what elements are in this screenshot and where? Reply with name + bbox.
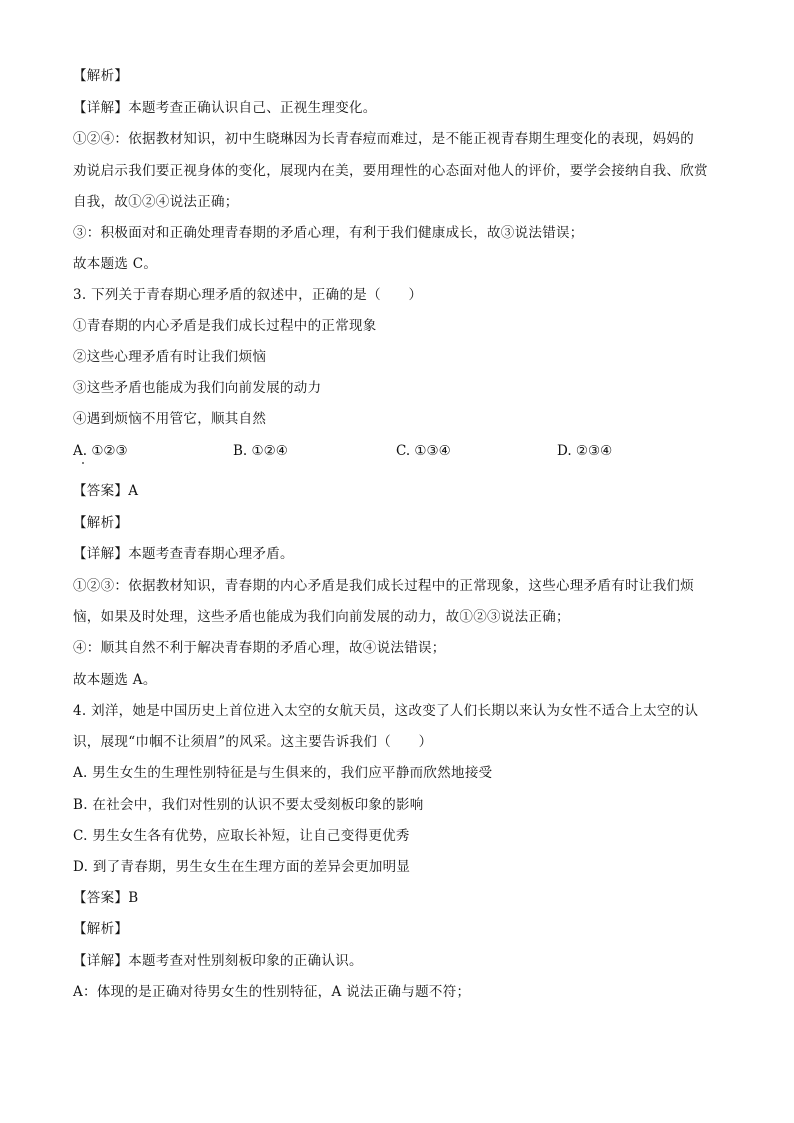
text-line: 【解析】: [73, 68, 129, 84]
question-3-option-c: C. ①③④: [396, 443, 451, 459]
question-4-option-a: A. 男生女生的生理性别特征是与生俱来的，我们应平静而欣然地接受: [73, 765, 493, 781]
text-line: 【详解】本题考查正确认识自己、正视生理变化。: [73, 100, 377, 116]
question-4-stem: 4. 刘洋，她是中国历史上首位进入太空的女航天员，这改变了人们长期以来认为女性不适合上太空的认: [73, 703, 699, 719]
question-3-option-a: A. ①②③: [73, 443, 128, 459]
text-line: A：体现的是正确对待男女生的性别特征，A 说法正确与题不符；: [73, 984, 471, 1000]
text-line: ②这些心理矛盾有时让我们烦恼: [73, 349, 267, 365]
speck-mark: [82, 462, 84, 464]
question-4-option-b: B. 在社会中，我们对性别的认识不要太受刻板印象的影响: [73, 797, 424, 813]
question-3-option-d: D. ②③④: [557, 443, 613, 459]
text-line: ①②③：依据教材知识，青春期的内心矛盾是我们成长过程中的正常现象，这些心理矛盾有时让我们烦: [73, 578, 694, 594]
text-line: ④遇到烦恼不用管它，顺其自然: [73, 411, 267, 427]
text-line: 故本题选 C。: [73, 256, 158, 272]
question-3-stem: 3. 下列关于青春期心理矛盾的叙述中，正确的是（ ）: [73, 287, 423, 303]
question-4-option-c: C. 男生女生各有优势，应取长补短，让自己变得更优秀: [73, 828, 410, 844]
answer-label: 【答案】B: [73, 890, 139, 906]
text-line: 【详解】本题考查青春期心理矛盾。: [73, 546, 294, 562]
text-line: 【解析】: [73, 515, 129, 531]
text-line: ①②④：依据教材知识，初中生晓琳因为长青春痘而难过，是不能正视青春期生理变化的表现，妈妈的: [73, 131, 694, 147]
text-line: ③这些矛盾也能成为我们向前发展的动力: [73, 380, 322, 396]
question-4-option-d: D. 到了青春期，男生女生在生理方面的差异会更加明显: [73, 859, 411, 875]
text-line: 自我，故①②④说法正确；: [73, 194, 239, 210]
text-line: 【详解】本题考查对性别刻板印象的正确认识。: [73, 953, 363, 969]
text-line: 【解析】: [73, 921, 129, 937]
question-3-option-b: B. ①②④: [233, 443, 288, 459]
text-line: ①青春期的内心矛盾是我们成长过程中的正常现象: [73, 318, 377, 334]
text-line: ③：积极面对和正确处理青春期的矛盾心理，有利于我们健康成长，故③说法错误；: [73, 225, 584, 241]
text-line: 恼，如果及时处理，这些矛盾也能成为我们向前发展的动力，故①②③说法正确；: [73, 609, 570, 625]
text-line: 故本题选 A。: [73, 672, 157, 688]
text-line: 劝说启示我们要正视身体的变化，展现内在美，要用理性的心态面对他人的评价，要学会接纳自我、欣赏: [73, 163, 708, 179]
text-line: 识，展现“巾帼不让须眉”的风采。这主要告诉我们（ ）: [73, 734, 433, 750]
answer-label: 【答案】A: [73, 483, 139, 499]
text-line: ④：顺其自然不利于解决青春期的矛盾心理，故④说法错误；: [73, 640, 446, 656]
